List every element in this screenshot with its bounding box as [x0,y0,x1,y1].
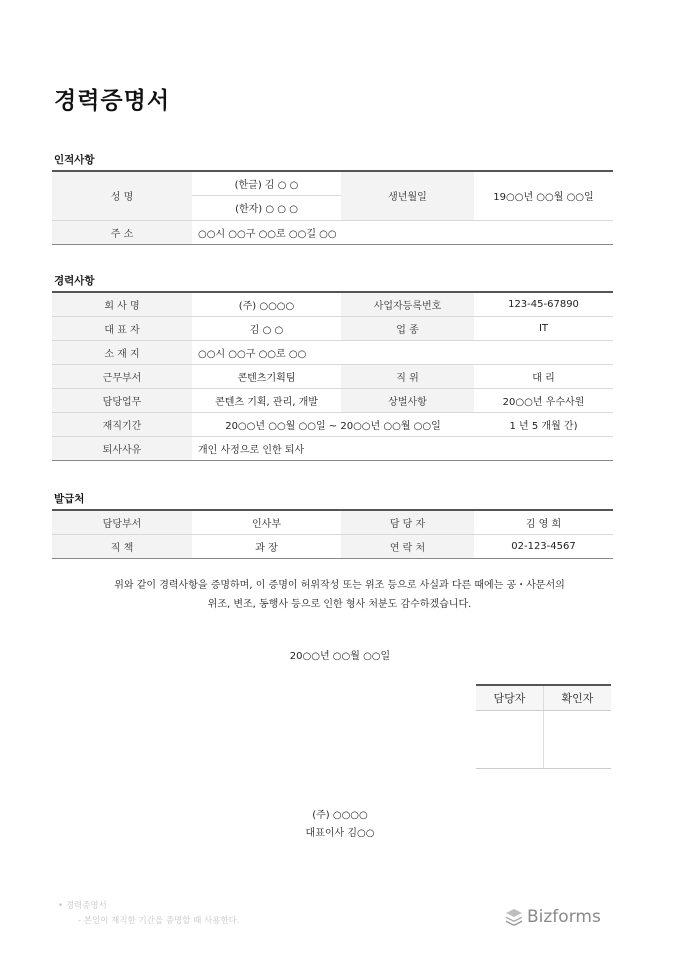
table-row [52,316,613,340]
row-label-2: 상벌사항 [341,388,474,412]
row-value: 콘텐츠기획팀 [192,364,341,388]
row-value-2: 김 영 희 [474,510,613,534]
row-label: 소 재 지 [52,340,192,364]
manager-signature-cell[interactable] [476,711,544,769]
statement-line-2: 위조, 변조, 동행사 등으로 인한 형사 처분도 감수하겠습니다. [207,599,472,610]
issuer-section-title: 발급처 [54,493,85,505]
table-row [52,388,613,412]
career-table [52,291,613,461]
row-value-2: 대 리 [474,364,613,388]
row-value: 과 장 [192,534,341,558]
footer-description: - 본인이 재직한 기간을 증명할 때 사용한다. [78,916,240,926]
personal-info-table [52,170,613,245]
bizforms-logo-icon [505,908,523,926]
document-title: 경력증명서 [54,88,171,114]
name-label: 성 명 [52,171,192,220]
table-row [52,510,613,534]
table-row [52,436,613,460]
birth-value: 19○○년 ○○월 ○○일 [474,171,613,220]
address-value: ○○시 ○○구 ○○로 ○○길 ○○ [192,220,613,244]
row-value-2: 20○○년 우수사원 [474,388,613,412]
personal-section-title: 인적사항 [54,154,95,166]
footer-bullet: • 경력증명서 [58,901,107,911]
row-value: 콘텐츠 기획, 관리, 개발 [192,388,341,412]
career-section-title: 경력사항 [54,275,95,287]
row-label-2: 담 당 자 [341,510,474,534]
statement-line-1: 위와 같이 경력사항을 증명하며, 이 증명이 허위작성 또는 위조 등으로 사실과 다른 때에는 공・사문서의 [114,580,565,591]
table-row [52,364,613,388]
approval-box [476,684,611,769]
row-value-2: IT [474,316,613,340]
brand-logo [505,907,601,927]
row-label: 직 책 [52,534,192,558]
row-label-2: 업 종 [341,316,474,340]
address-label: 주 소 [52,220,192,244]
approval-col-confirmer: 확인자 [544,685,612,711]
row-label: 담당부서 [52,510,192,534]
row-label-2: 사업자등록번호 [341,292,474,316]
table-row [52,412,613,436]
confirmer-signature-cell[interactable] [544,711,612,769]
issue-date: 20○○년 ○○월 ○○일 [289,651,391,662]
row-value-2: 123-45-67890 [474,292,613,316]
certification-statement [52,576,627,614]
row-value: 20○○년 ○○월 ○○일 ~ 20○○년 ○○월 ○○일 [192,412,474,436]
table-row [52,340,613,364]
row-label: 퇴사사유 [52,436,192,460]
row-value: (주) ○○○○ [192,292,341,316]
row-label: 재직기간 [52,412,192,436]
name-korean: (한글) 김 ○ ○ [192,171,341,195]
table-row [52,292,613,316]
row-value-2: 02-123-4567 [474,534,613,558]
row-value: 인사부 [192,510,341,534]
row-label-2: 연 락 처 [341,534,474,558]
row-value-2: 1 년 5 개월 간) [474,412,613,436]
row-label: 대 표 자 [52,316,192,340]
brand-name: Bizforms [527,907,601,927]
row-label: 근무부서 [52,364,192,388]
row-value: 김 ○ ○ [192,316,341,340]
row-label-2: 직 위 [341,364,474,388]
name-hanja: (한자) ○ ○ ○ [192,195,341,220]
row-label: 회 사 명 [52,292,192,316]
row-value: 개인 사정으로 인한 퇴사 [192,436,613,460]
row-label: 담당업무 [52,388,192,412]
row-value: ○○시 ○○구 ○○로 ○○ [192,340,613,364]
approval-col-manager: 담당자 [476,685,544,711]
issuer-table [52,509,613,559]
birth-label: 생년월일 [341,171,474,220]
company-name: (주) ○○○○ [312,810,368,821]
company-ceo: 대표이사 김○○ [305,828,375,839]
table-row [52,534,613,558]
